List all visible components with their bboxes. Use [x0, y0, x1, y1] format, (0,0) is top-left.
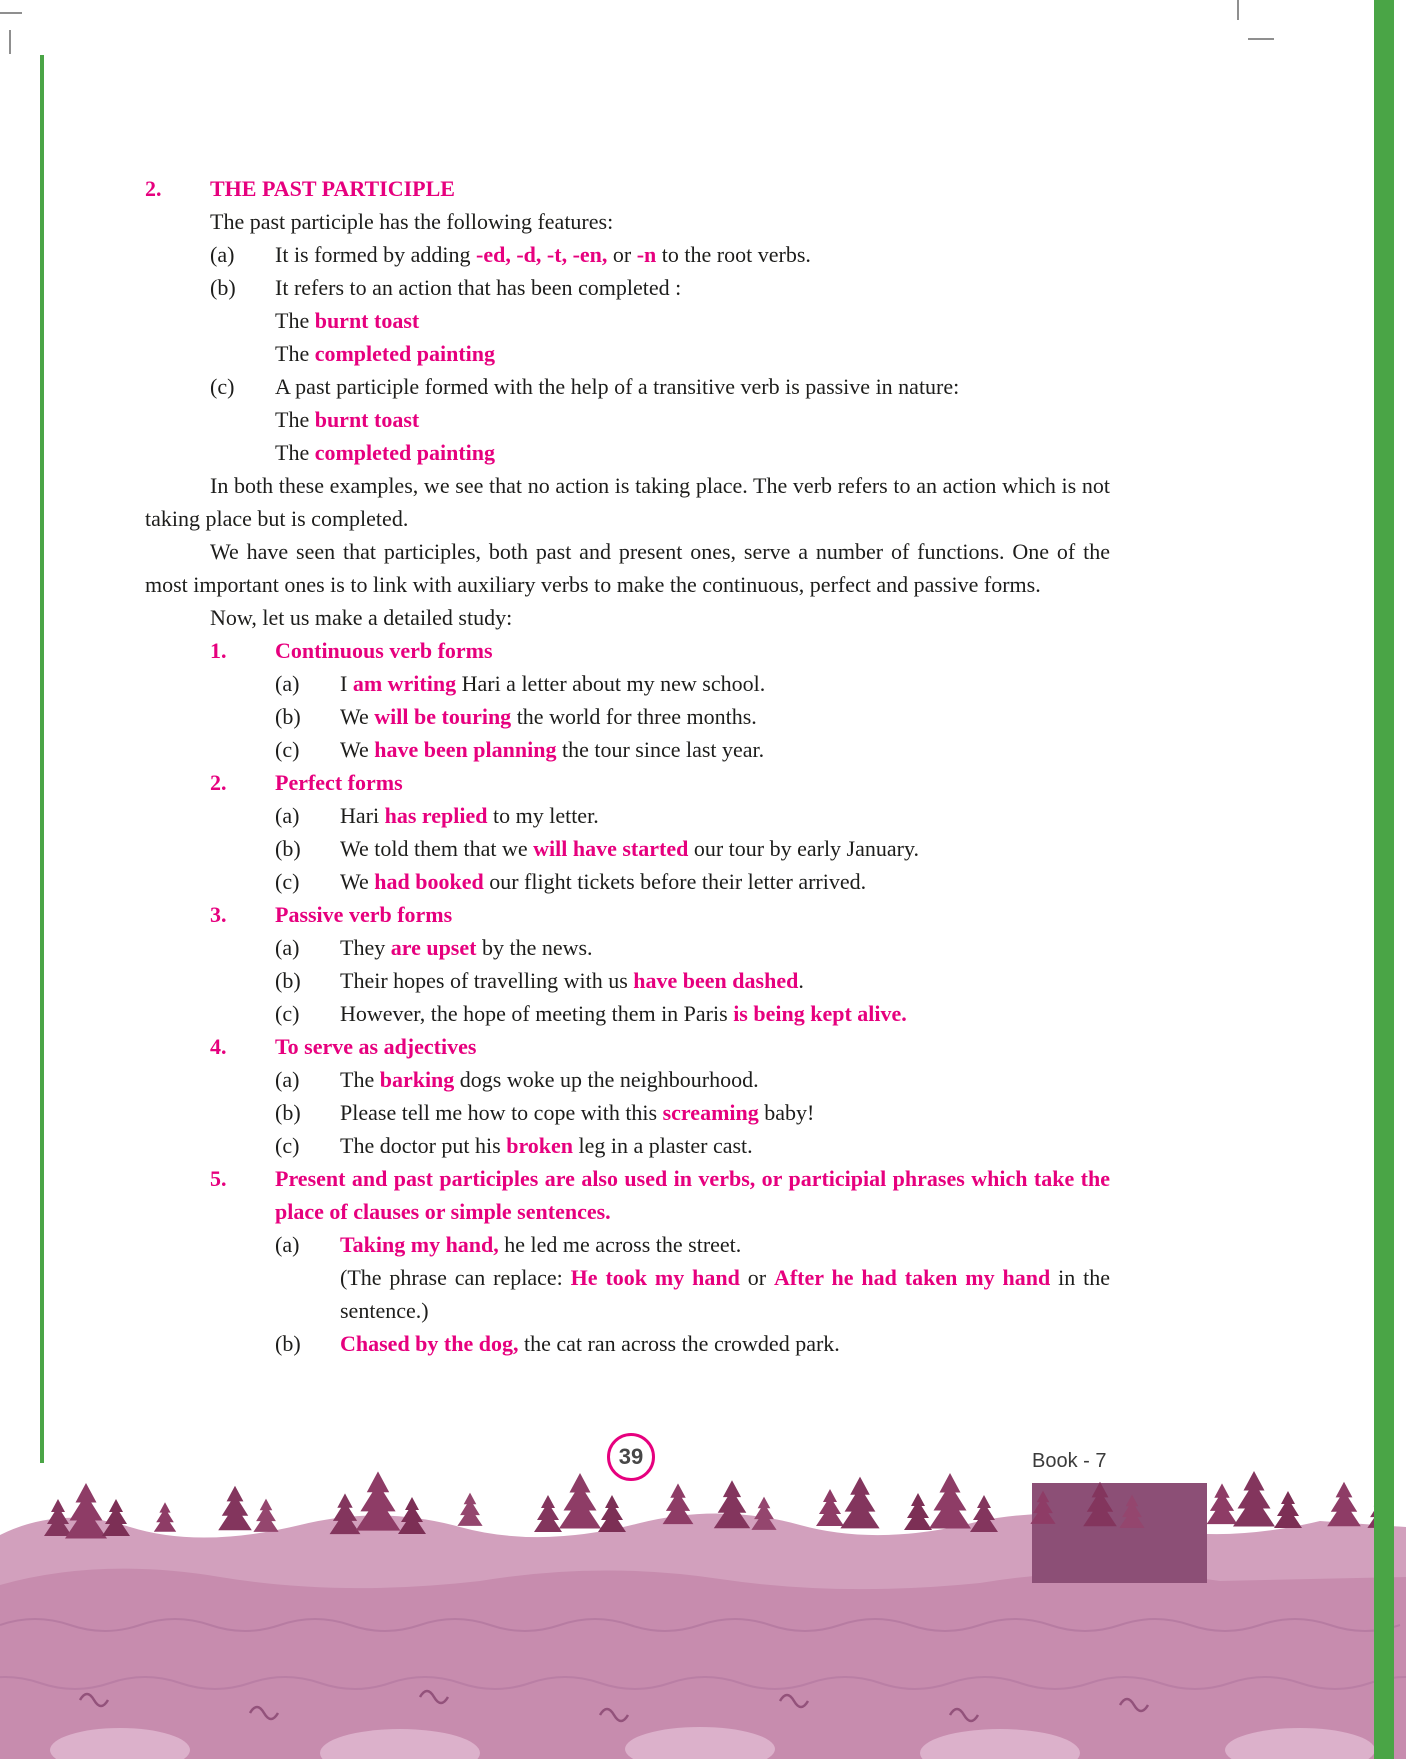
item-label: (a) — [210, 242, 235, 267]
section-heading — [145, 172, 1110, 205]
numbered-subheading — [210, 1162, 1110, 1228]
item-text: Passive verb forms — [275, 902, 453, 927]
item-text: Continuous verb forms — [275, 638, 493, 663]
item-text: Chased by the dog, the cat ran across the crowded park. — [340, 1331, 840, 1356]
lettered-item — [275, 799, 1110, 832]
item-label: 1. — [210, 638, 227, 663]
lettered-item — [210, 238, 1110, 271]
item-text: Present and past participles are also used in verbs, or participial phrases which take the place of clauses or simple sentences. — [275, 1166, 1110, 1224]
item-text: To serve as adjectives — [275, 1034, 477, 1059]
item-text: The burnt toast — [275, 308, 420, 333]
item-label: (c) — [275, 1001, 300, 1026]
crop-mark-top-right-horizontal — [1248, 38, 1274, 40]
item-text: We told them that we will have started our tour by early January. — [340, 836, 920, 861]
item-label: (b) — [275, 968, 301, 993]
item-text: Please tell me how to cope with this screaming baby! — [340, 1100, 815, 1125]
item-label: (a) — [275, 935, 300, 960]
item-label: (a) — [275, 1067, 300, 1092]
lettered-item — [275, 1096, 1110, 1129]
item-label: (a) — [275, 803, 300, 828]
footer-illustration — [0, 1465, 1406, 1759]
numbered-subheading — [210, 634, 1110, 667]
numbered-subheading — [210, 766, 1110, 799]
item-text: The completed painting — [275, 341, 495, 366]
lettered-item — [275, 1327, 1110, 1360]
lettered-item — [210, 271, 1110, 304]
item-text: Their hopes of travelling with us have been dashed. — [340, 968, 804, 993]
item-text: THE PAST PARTICIPLE — [210, 176, 455, 201]
item-label: (b) — [210, 275, 236, 300]
item-label: 4. — [210, 1034, 227, 1059]
item-label: 3. — [210, 902, 227, 927]
lettered-item — [275, 964, 1110, 997]
item-text: They are upset by the news. — [340, 935, 593, 960]
item-text: We had booked our flight tickets before their letter arrived. — [340, 869, 867, 894]
page-number-badge — [607, 1433, 655, 1481]
item-label: (b) — [275, 836, 301, 861]
example-line — [275, 304, 1110, 337]
item-text: Taking my hand, he led me across the street. — [340, 1232, 742, 1257]
paragraph — [145, 469, 1110, 535]
item-text: It refers to an action that has been completed : — [275, 275, 682, 300]
crop-mark-top-left-vertical — [9, 30, 11, 54]
crop-mark-top-right-vertical — [1237, 0, 1239, 20]
item-text: We have been planning the tour since last year. — [340, 737, 765, 762]
item-text: We will be touring the world for three months. — [340, 704, 757, 729]
item-text: Now, let us make a detailed study: — [210, 605, 513, 630]
item-label: (c) — [275, 1133, 300, 1158]
item-text: We have seen that participles, both past and present ones, serve a number of functions. One of the most important ones is to link with auxiliary verbs to make the continuous, perfect and passive forms. — [145, 539, 1110, 597]
document-blocks — [145, 172, 1110, 1360]
item-text: The completed painting — [275, 440, 495, 465]
item-label: (c) — [275, 869, 300, 894]
item-text: In both these examples, we see that no action is taking place. The verb refers to an action which is not taking place but is completed. — [145, 473, 1110, 531]
example-line — [275, 403, 1110, 436]
lettered-item — [275, 700, 1110, 733]
numbered-subheading — [210, 1030, 1110, 1063]
lettered-item — [275, 667, 1110, 700]
item-label: (a) — [275, 1232, 300, 1257]
book-label: Book - 7 — [1032, 1450, 1107, 1472]
crop-mark-top-left-horizontal — [0, 12, 22, 14]
item-label: 2. — [145, 176, 162, 201]
item-text: Perfect forms — [275, 770, 403, 795]
item-text: The burnt toast — [275, 407, 420, 432]
item-text: The doctor put his broken leg in a plaster cast. — [340, 1133, 753, 1158]
lettered-item — [210, 370, 1110, 403]
paragraph — [145, 535, 1110, 601]
parenthetical-note — [340, 1261, 1110, 1327]
lettered-item — [275, 865, 1110, 898]
item-label: 2. — [210, 770, 227, 795]
item-label: (b) — [275, 1331, 301, 1356]
example-line — [210, 205, 1110, 238]
lettered-item — [275, 733, 1110, 766]
item-label: (b) — [275, 704, 301, 729]
item-text: Hari has replied to my letter. — [340, 803, 599, 828]
item-label: (b) — [275, 1100, 301, 1125]
page-number: 39 — [618, 1444, 644, 1469]
lettered-item — [275, 1129, 1110, 1162]
item-text: The barking dogs woke up the neighbourhood. — [340, 1067, 759, 1092]
item-label: 5. — [210, 1166, 227, 1191]
item-label: (c) — [210, 374, 235, 399]
right-edge-green-bar — [1374, 0, 1394, 1759]
example-line — [275, 337, 1110, 370]
numbered-subheading — [210, 898, 1110, 931]
item-text: It is formed by adding -ed, -d, -t, -en, or -n to the root verbs. — [275, 242, 811, 267]
left-margin-rule — [40, 55, 44, 1463]
lettered-item — [275, 832, 1110, 865]
item-label: (a) — [275, 671, 300, 696]
item-label: (c) — [275, 737, 300, 762]
item-text: (The phrase can replace: He took my hand or After he had taken my hand in the sentence.) — [340, 1265, 1110, 1323]
lettered-item — [275, 997, 1110, 1030]
paragraph — [145, 601, 1110, 634]
lettered-item — [275, 1228, 1110, 1261]
example-line — [275, 436, 1110, 469]
item-text: However, the hope of meeting them in Paris is being kept alive. — [340, 1001, 907, 1026]
lettered-item — [275, 1063, 1110, 1096]
item-text: A past participle formed with the help of a transitive verb is passive in nature: — [275, 374, 960, 399]
lettered-item — [275, 931, 1110, 964]
item-text: The past participle has the following features: — [210, 209, 614, 234]
item-text: I am writing Hari a letter about my new school. — [340, 671, 766, 696]
